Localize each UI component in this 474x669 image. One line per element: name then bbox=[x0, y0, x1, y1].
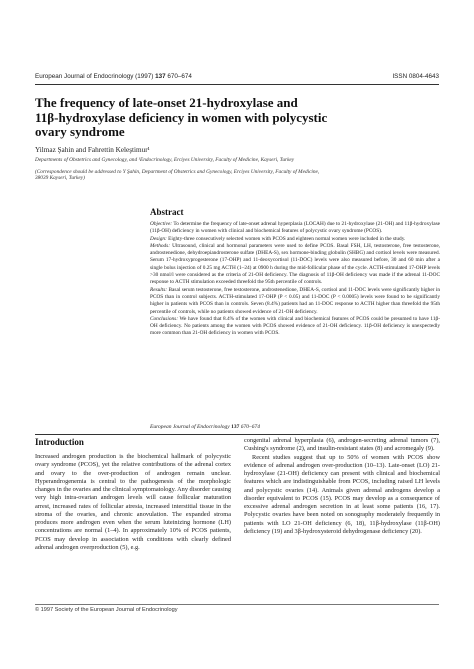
abstract-citation bbox=[150, 424, 260, 430]
title-line: 11β-hydroxylase deficiency in women with polycystic bbox=[35, 109, 328, 125]
title-line: ovary syndrome bbox=[35, 124, 125, 139]
introduction-paragraph: Recent studies suggest that up to 50% of women with PCOS show evidence of adrenal androgen over-production (10–13). Late-onset (LO) 21-hydroxylase (21-OH) deficiency can present with clinical and biochemical features which are indistinguishable from PCOS, including raised LH levels and polycystic ovaries (14). Animals given adrenal androgens develop a disorder equivalent to PCOS (15). PCOS may develop as a consequence of excessive adrenal androgen secretion in at least some patients (16, 17). Polycystic ovaries have been noted on sonography moderately frequently in patients with LO 21-OH deficiency (6, 18), 11β-hydroxylase (11β-OH) deficiency (19) and 3β-hydroxysteroid dehydrogenase deficiency (20). bbox=[244, 453, 440, 535]
introduction-paragraph: Increased androgen production is the biochemical hallmark of polycystic ovary syndrome (PCOS), yet the relative contributions of the adrenal cortex and ovary to the over-production of androgen remain unclear. Hyperandrogenemia is central to the pathogenesis of the morphologic changes in the ovaries and the clinical symptomatology. Any disorder causing very high intra-ovarian androgen levels will cause follicular maturation arrest, increased rates of follicular atresia, increased interstitial tissue in the stroma of the ovaries, and chronic anovulation. The expanded stroma produces more androgen even when the serum luteinizing hormone (LH) concentrations are normal (1–4). In approximately 10% of PCOS patients, PCOS may develop in association with conditions with clearly defined adrenal androgen overproduction (5), e.g. bbox=[35, 453, 231, 551]
introduction-right-column bbox=[244, 437, 440, 536]
journal-pages: 670–674 bbox=[167, 73, 192, 80]
title-line: The frequency of late-onset 21-hydroxylase and bbox=[35, 95, 298, 110]
abstract-heading: Abstract bbox=[150, 207, 184, 217]
abstract-body bbox=[150, 221, 440, 338]
journal-issn: ISSN 0804-4643 bbox=[392, 73, 439, 80]
abstract-design: Design: Eighty-three consecutively selected women with PCOS and eighteen normal women were included in the study. bbox=[150, 235, 406, 242]
abstract-divider bbox=[35, 434, 439, 435]
introduction-heading: Introduction bbox=[35, 437, 84, 447]
correspondence bbox=[35, 169, 415, 182]
introduction-left-column bbox=[35, 453, 231, 552]
journal-header bbox=[35, 73, 439, 84]
abstract-results: Results: Basal serum testosterone, free testosterone, androstenedione, DHEA-S, cortisol and 11-DOC levels were significantly higher in PCOS than in control subjects. ACTH-stimulated 17-OHP (P < 0.05) and 11-DOC (P < 0.0005) levels were found to be significantly higher in patients with PCOS than in controls. Seven (8.4%) patients had an 11-DOC response to ACTH higher than threefold the 95th percentile of controls, while no patients showed evidence of 21-OH deficiency. bbox=[150, 286, 440, 315]
abstract-label: Design: bbox=[150, 235, 167, 242]
header-divider bbox=[35, 84, 439, 85]
journal-name: European Journal of Endocrinology (1997) bbox=[35, 73, 154, 80]
copyright-footer: © 1997 Society of the European Journal of Endocrinology bbox=[35, 607, 178, 613]
correspondence-line: 38039 Kayseri, Turkey) bbox=[35, 175, 85, 182]
introduction-paragraph: congenital adrenal hyperplasia (6), androgen-secreting adrenal tumors (7), Cushing's syndrome (2), and insulin-resistant states (8) and acromegaly (9). bbox=[244, 437, 440, 453]
abstract-objective: Objective: To determine the frequency of late-onset adrenal hyperplasia (LOCAH) due to 21-hydroxylase (21-OH) and 11β-hydroxylase (11β-OH) deficiency in women with clinical and biochemical features of polycystic ovary syndrome (PCOS). bbox=[150, 221, 440, 235]
affiliation-line: Departments of Obstetrics and Gynecology, and ¹Endocrinology, Erciyes University, Faculty of Medicine, Kayseri, Turkey bbox=[35, 157, 295, 163]
citation-pages: 670–674 bbox=[240, 424, 260, 430]
abstract-label: Methods: bbox=[150, 242, 171, 249]
journal-citation bbox=[35, 73, 192, 80]
citation-journal: European Journal of Endocrinology bbox=[150, 424, 230, 430]
article-title bbox=[35, 96, 365, 140]
abstract-label: Objective: bbox=[150, 221, 173, 227]
correspondence-line: (Correspondence should be addressed to Y Şahin, Department of Obstetrics and Gynecology, Erciyes University, Faculty of Medicine, bbox=[35, 169, 320, 175]
author-list: Yilmaz Şahin and Fahrettin Keleştimur¹ bbox=[35, 146, 150, 154]
abstract-methods: Methods: Ultrasound, clinical and hormonal parameters were used to define PCOS. Basal FSH, LH, testosterone, free testosterone, androstenedione, dehydroepiandrosterone sulfate (DHEA-S), sex hormone-binding globulin (SHBG) and cortisol levels were measured. Serum 17-hydroxyprogesterone (17-OHP) and 11-deoxycortisol (11-DOC) levels were also measured before, 30 and 60 min after a single bolus injection of 0.25 mg ACTH (1–24) at 0900 h during the mid-follicular phase of the cycle. ACTH-stimulated 17-OHP levels >30 nmol/l were considered as the criteria of 21-OH deficiency. The diagnosis of 11β-OH deficiency was made if the adrenal 11-DOC response to ACTH stimulation exceeded threefold the 95th percentile of controls. bbox=[150, 242, 440, 286]
abstract-label: Conclusions: bbox=[150, 315, 178, 322]
affiliations bbox=[35, 157, 415, 163]
abstract-label: Results: bbox=[150, 286, 168, 293]
abstract-conclusions: Conclusions: We have found that 8.4% of the women with clinical and biochemical features of PCOS could be presumed to have 11β-OH deficiency. No patients among the women with PCOS showed evidence of 21-OH deficiency. 11β-OH deficiency is unexpectedly more common than 21-OH deficiency in women with PCOS. bbox=[150, 315, 440, 337]
journal-volume: 137 bbox=[155, 73, 166, 80]
footer-divider bbox=[35, 604, 439, 605]
citation-volume: 137 bbox=[231, 424, 240, 430]
